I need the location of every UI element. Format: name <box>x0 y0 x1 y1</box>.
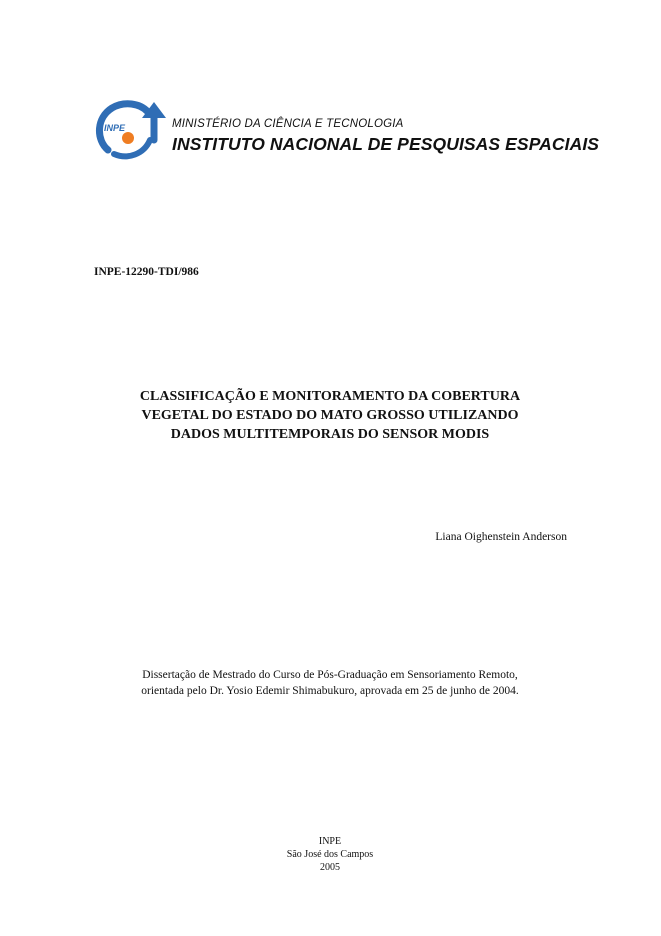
ministry-name: MINISTÉRIO DA CIÊNCIA E TECNOLOGIA <box>172 118 404 130</box>
logo-wordmark: INPE <box>104 123 126 133</box>
title-line: DADOS MULTITEMPORAIS DO SENSOR MODIS <box>170 427 490 442</box>
imprint-city: São José dos Campos <box>286 849 374 860</box>
agency-header <box>172 117 642 155</box>
title-line: CLASSIFICAÇÃO E MONITORAMENTO DA COBERTURA <box>139 389 521 404</box>
description-line: Dissertação de Mestrado do Curso de Pós-Graduação em Sensoriamento Remoto, <box>142 669 518 681</box>
imprint-year: 2005 <box>320 862 340 873</box>
inpe-logo <box>94 100 166 160</box>
imprint-publisher: INPE <box>318 836 342 847</box>
document-title <box>80 387 580 444</box>
author-name: Liana Oighenstein Anderson <box>435 531 567 543</box>
report-id: INPE-12290-TDI/986 <box>94 266 199 278</box>
dissertation-description <box>60 667 600 699</box>
imprint <box>230 835 430 874</box>
description-line: orientada pelo Dr. Yosio Edemir Shimabukuro, aprovada em 25 de junho de 2004. <box>141 685 519 697</box>
institute-name: INSTITUTO NACIONAL DE PESQUISAS ESPACIAIS <box>172 134 600 154</box>
title-line: VEGETAL DO ESTADO DO MATO GROSSO UTILIZANDO <box>141 408 519 423</box>
inpe-logo-icon <box>94 100 166 160</box>
